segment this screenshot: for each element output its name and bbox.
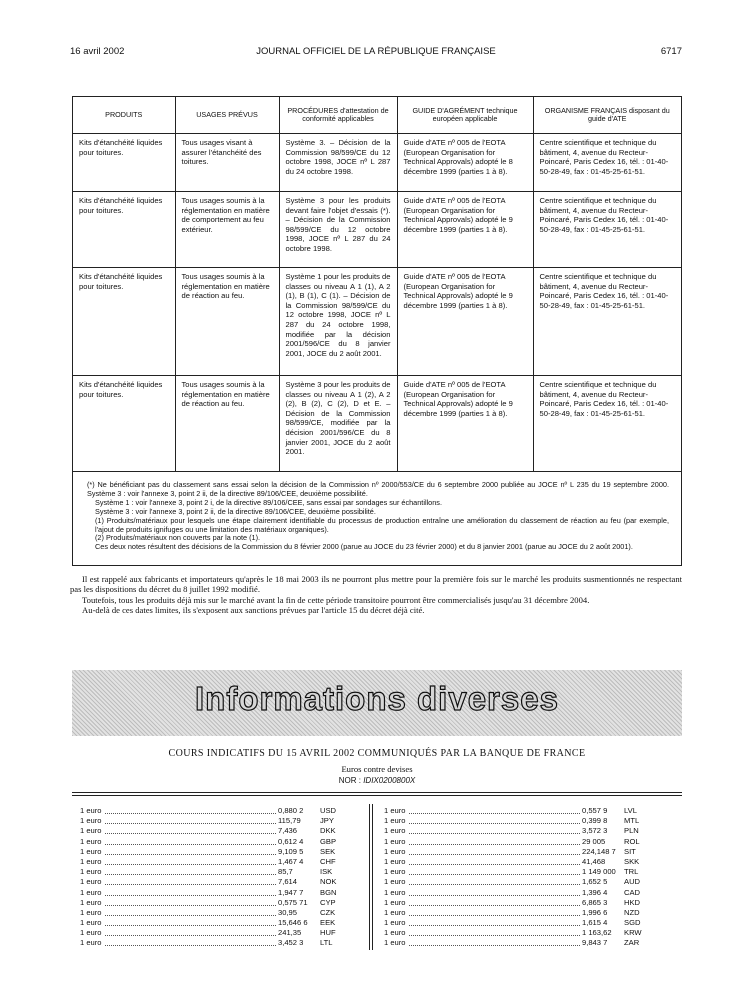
nor-label: NOR : <box>338 776 361 785</box>
nor-code: IDIX0200800X <box>363 776 416 785</box>
cell-procedure: Système 1 pour les produits de classes ou niveau A 1 (1), A 2 (1), B (1), C (1). – Décision de la Commission 98/599/CE du 12 octobre 1998, JOCE nº L 287 du 24 octobre 1998, modifiée par la décision 2001/596/CE du 8 janvier 2001, JOCE du 2 août 2001. <box>279 268 397 376</box>
table-header-row <box>73 97 681 134</box>
rate-value: 1,467 4 <box>276 857 318 867</box>
rate-value: 1,996 6 <box>580 908 622 918</box>
rate-currency: DKK <box>320 826 336 836</box>
divider <box>72 795 682 796</box>
note-text: (2) Produits/matériaux non couverts par la note (1). <box>95 533 261 543</box>
rate-value: 3,572 3 <box>580 826 622 836</box>
rate-row <box>384 847 666 857</box>
cell-organisme: Centre scientifique et technique du bâtiment, 4, avenue du Recteur-Poincaré, Paris Cedex 16, tél. : 01-40-50-28-49, fax : 01-45-25-61-51. <box>533 134 681 192</box>
cell-guide: Guide d'ATE nº 005 de l'EOTA (European Organisation for Technical Approvals) adopté le 9 décembre 1999 (parties 1 à 8). <box>397 192 533 268</box>
rate-currency: CAD <box>624 887 641 897</box>
table-notes <box>87 481 669 552</box>
rate-currency: SEK <box>320 846 336 856</box>
rate-label: 1 euro <box>80 856 102 866</box>
rate-currency: LVL <box>624 806 637 815</box>
rate-value: 1,652 5 <box>580 877 622 887</box>
rate-currency: NZD <box>624 907 640 917</box>
note-text: (*) Ne bénéficiant pas du classement sans essai selon la décision de la Commission nº 2000/553/CE du 6 septembre 2000 publiée au JOCE nº L 235 du 19 septembre 2000. Système 3 : voir l'annexe 3, point 2 ii, de la directive 89/106/CEE, deuxième possibilité. <box>87 480 669 498</box>
rate-value: 41,468 <box>580 857 622 867</box>
rate-currency: CHF <box>320 856 336 866</box>
rate-currency: CYP <box>320 897 336 907</box>
cell-produit: Kits d'étanchéité liquides pour toitures. <box>73 134 175 192</box>
rate-row <box>384 918 666 928</box>
body-paragraph: Toutefois, tous les produits déjà mis sur le marché avant la fin de cette période transitoire pourront être commercialisés jusqu'au 31 décembre 2004. <box>82 594 590 605</box>
cell-usage: Tous usages soumis à la réglementation en matière de réaction au feu. <box>175 268 279 376</box>
rate-row <box>384 837 666 847</box>
rate-label: 1 euro <box>384 897 406 907</box>
cell-organisme: Centre scientifique et technique du bâtiment, 4, avenue du Recteur-Poincaré, Paris Cedex 16, tél. : 01-40-50-28-49, fax : 01-45-25-61-51. <box>533 376 681 472</box>
col-header-produits: PRODUITS <box>73 97 175 134</box>
rate-value: 30,95 <box>276 908 318 918</box>
cell-produit: Kits d'étanchéité liquides pour toitures. <box>73 376 175 472</box>
rate-label: 1 euro <box>384 816 406 826</box>
rate-currency: ZAR <box>624 938 640 948</box>
rate-currency: ROL <box>624 836 640 846</box>
rate-row <box>80 857 362 867</box>
rate-currency: MTL <box>624 816 640 826</box>
rate-label: 1 euro <box>384 887 406 897</box>
rate-currency: TRL <box>624 867 639 877</box>
rate-currency: CZK <box>320 907 336 917</box>
cell-guide: Guide d'ATE nº 005 de l'EOTA (European Organisation for Technical Approvals) adopté le 8 décembre 1999 (parties 1 à 8). <box>397 134 533 192</box>
rate-value: 0,612 4 <box>276 837 318 847</box>
rate-row <box>80 898 362 908</box>
cours-subtitle: Euros contre devises <box>341 764 413 774</box>
rate-currency: KRW <box>624 928 642 938</box>
rate-currency: SGD <box>624 918 641 928</box>
col-header-usages: USAGES PRÉVUS <box>175 97 279 134</box>
rate-row <box>384 908 666 918</box>
table-row <box>73 192 681 268</box>
rate-currency: SKK <box>624 856 640 866</box>
cell-organisme: Centre scientifique et technique du bâtiment, 4, avenue du Recteur-Poincaré, Paris Cedex 16, tél. : 01-40-50-28-49, fax : 01-45-25-61-51. <box>533 192 681 268</box>
table-row <box>73 134 681 192</box>
rate-row <box>384 898 666 908</box>
rates-right-column <box>384 806 666 949</box>
rate-value: 0,399 8 <box>580 816 622 826</box>
rate-currency: SIT <box>624 846 636 856</box>
rate-label: 1 euro <box>384 846 406 856</box>
rate-label: 1 euro <box>80 887 102 897</box>
rate-label: 1 euro <box>384 836 406 846</box>
rate-label: 1 euro <box>80 897 102 907</box>
cell-usage: Tous usages visant à assurer l'étanchéité des toitures. <box>175 134 279 192</box>
rate-row <box>384 938 666 948</box>
rate-row <box>80 816 362 826</box>
rate-label: 1 euro <box>80 877 102 887</box>
rate-value: 1 149 000 <box>580 867 622 877</box>
rate-value: 85,7 <box>276 867 318 877</box>
rate-row <box>80 837 362 847</box>
cell-produit: Kits d'étanchéité liquides pour toitures. <box>73 192 175 268</box>
rate-row <box>384 857 666 867</box>
rate-value: 9,109 5 <box>276 847 318 857</box>
rate-currency: HUF <box>320 928 336 938</box>
rate-label: 1 euro <box>80 846 102 856</box>
note-text: (1) Produits/matériaux pour lesquels une étape clairement identifiable du processus de production entraîne une amélioration du classement de réaction au feu (par exemple, l'ajout de produits ignifuges ou une limitation des matériaux organiques). <box>95 515 669 534</box>
rate-label: 1 euro <box>384 877 406 887</box>
cell-procedure: Système 3 pour les produits devant faire l'objet d'essais (*). – Décision de la Commission 98/599/CE du 12 octobre 1998, JOCE nº L 287 du 24 octobre 1998. <box>279 192 397 268</box>
cell-procedure: Système 3. – Décision de la Commission 98/599/CE du 12 octobre 1998, JOCE nº L 287 du 24 octobre 1998. <box>279 134 397 192</box>
rate-currency: BGN <box>320 887 337 897</box>
rate-label: 1 euro <box>80 806 102 815</box>
rate-label: 1 euro <box>384 928 406 938</box>
products-table-box <box>72 96 682 566</box>
rate-label: 1 euro <box>384 856 406 866</box>
rate-row <box>80 928 362 938</box>
rate-label: 1 euro <box>384 938 406 948</box>
rate-currency: NOK <box>320 877 337 887</box>
cell-usage: Tous usages soumis à la réglementation en matière de comportement au feu extérieur. <box>175 192 279 268</box>
rate-currency: USD <box>320 806 337 815</box>
section-banner-title: Informations diverses <box>195 680 559 717</box>
rate-value: 0,557 9 <box>580 806 622 816</box>
rates-left-column <box>80 806 362 949</box>
cell-usage: Tous usages soumis à la réglementation en matière de réaction au feu. <box>175 376 279 472</box>
rate-row <box>384 877 666 887</box>
rate-label: 1 euro <box>384 826 406 836</box>
rate-value: 1 163,62 <box>580 928 622 938</box>
rate-label: 1 euro <box>80 938 102 948</box>
rate-value: 7,436 <box>276 826 318 836</box>
rate-row <box>80 867 362 877</box>
rate-currency: LTL <box>320 938 333 948</box>
rate-row <box>384 816 666 826</box>
rate-value: 3,452 3 <box>276 938 318 948</box>
cell-procedure: Système 3 pour les produits de classes ou niveau A 1 (2), A 2 (2), B (2), C (2), D et E. – Décision de la Commission 98/599/CE, modifiée par la décision 2001/596/CE du 8 janvier 2001, JOCE du 2 août 2001. <box>279 376 397 472</box>
rate-value: 0,575 71 <box>276 898 318 908</box>
rate-value: 0,880 2 <box>276 806 318 816</box>
rate-value: 115,79 <box>276 816 318 826</box>
products-table <box>73 97 681 472</box>
note-text: Ces deux notes résultent des décisions de la Commission du 8 février 2000 (parue au JOCE du 23 février 2000) et du 8 janvier 2001 (parue au JOCE du 2 août 2001). <box>95 542 633 552</box>
rate-row <box>384 867 666 877</box>
rate-value: 6,865 3 <box>580 898 622 908</box>
rate-label: 1 euro <box>80 816 102 826</box>
col-header-organisme: ORGANISME FRANÇAIS disposant du guide d'ATE <box>533 97 681 134</box>
rate-value: 1,396 4 <box>580 888 622 898</box>
rate-row <box>80 888 362 898</box>
rate-label: 1 euro <box>80 867 102 877</box>
rate-value: 224,148 7 <box>580 847 622 857</box>
rate-currency: EEK <box>320 918 336 928</box>
journal-title: JOURNAL OFFICIEL DE LA RÉPUBLIQUE FRANÇAISE <box>256 46 496 57</box>
rate-label: 1 euro <box>80 826 102 836</box>
page-header <box>70 46 682 60</box>
rate-row <box>80 938 362 948</box>
column-divider <box>372 804 373 950</box>
rate-value: 29 005 <box>580 837 622 847</box>
rate-value: 9,843 7 <box>580 938 622 948</box>
body-paragraph: Au-delà de ces dates limites, ils s'exposent aux sanctions prévues par l'article 15 du décret déjà cité. <box>82 605 425 616</box>
cell-guide: Guide d'ATE nº 005 de l'EOTA (European Organisation for Technical Approvals) adopté le 9 décembre 1999 (parties 1 à 8). <box>397 376 533 472</box>
cell-organisme: Centre scientifique et technique du bâtiment, 4, avenue du Recteur-Poincaré, Paris Cedex 16, tél. : 01-40-50-28-49, fax : 01-45-25-61-51. <box>533 268 681 376</box>
nor-reference <box>72 776 682 785</box>
column-divider <box>369 804 370 950</box>
rate-value: 1,615 4 <box>580 918 622 928</box>
rate-label: 1 euro <box>80 928 102 938</box>
rate-row <box>80 877 362 887</box>
rate-value: 7,614 <box>276 877 318 887</box>
rate-row <box>80 806 362 816</box>
cell-guide: Guide d'ATE nº 005 de l'EOTA (European Organisation for Technical Approvals) adopté le 9 décembre 1999 (parties 1 à 8). <box>397 268 533 376</box>
rate-row <box>384 806 666 816</box>
table-row <box>73 376 681 472</box>
table-row <box>73 268 681 376</box>
rate-value: 241,35 <box>276 928 318 938</box>
divider <box>72 792 682 793</box>
rate-currency: JPY <box>320 816 334 826</box>
rate-row <box>384 888 666 898</box>
note-text: Système 3 : voir l'annexe 3, point 2 ii, de la directive 89/106/CEE, deuxième possibilité. <box>95 506 376 516</box>
rate-currency: PLN <box>624 826 639 836</box>
rate-label: 1 euro <box>384 867 406 877</box>
rate-label: 1 euro <box>80 836 102 846</box>
body-paragraph: Il est rappelé aux fabricants et importateurs qu'après le 18 mai 2003 ils ne pourront plus mettre pour la première fois sur le marché les produits susmentionnés ne respectant pas les dispositions du décret du 8 juillet 1992 modifié. <box>70 574 682 595</box>
rate-label: 1 euro <box>384 907 406 917</box>
rate-row <box>384 928 666 938</box>
section-banner <box>72 670 682 736</box>
note-text: Système 1 : voir l'annexe 3, point 2 i, de la directive 89/106/CEE, sans essai par sondages sur échantillons. <box>95 497 442 507</box>
body-text <box>70 574 682 616</box>
rate-currency: GBP <box>320 836 337 846</box>
rate-currency: AUD <box>624 877 641 887</box>
rate-currency: HKD <box>624 897 641 907</box>
rate-label: 1 euro <box>384 918 406 928</box>
rate-currency: ISK <box>320 867 333 877</box>
rate-row <box>80 847 362 857</box>
rate-row <box>384 826 666 836</box>
rate-row <box>80 918 362 928</box>
rate-row <box>80 826 362 836</box>
cell-produit: Kits d'étanchéité liquides pour toitures. <box>73 268 175 376</box>
header-date: 16 avril 2002 <box>70 46 125 57</box>
cours-title: COURS INDICATIFS DU 15 AVRIL 2002 COMMUNIQUÉS PAR LA BANQUE DE FRANCE <box>168 748 586 759</box>
page-number: 6717 <box>660 46 682 57</box>
rate-value: 1,947 7 <box>276 888 318 898</box>
col-header-guide: GUIDE D'AGRÉMENT technique européen applicable <box>397 97 533 134</box>
rate-label: 1 euro <box>384 806 406 815</box>
rate-value: 15,646 6 <box>276 918 318 928</box>
rate-row <box>80 908 362 918</box>
col-header-procedures: PROCÉDURES d'attestation de conformité applicables <box>279 97 397 134</box>
rate-label: 1 euro <box>80 918 102 928</box>
rate-label: 1 euro <box>80 907 102 917</box>
